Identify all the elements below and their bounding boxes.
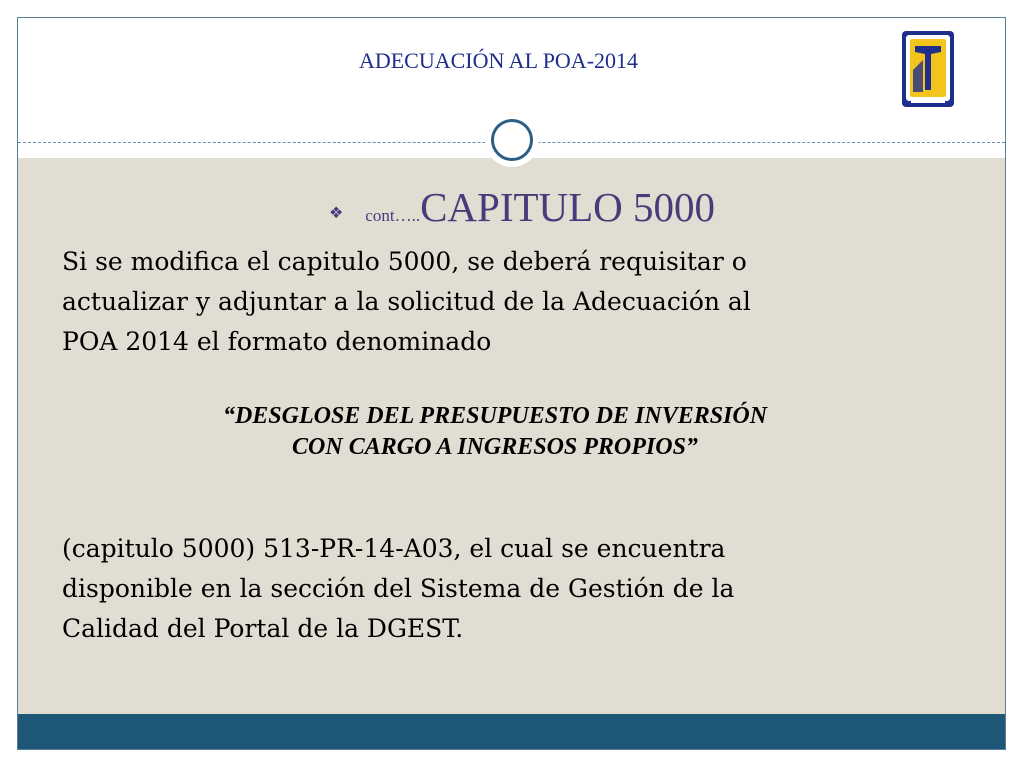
ornament-ring	[491, 119, 533, 161]
quote-line: “DESGLOSE DEL PRESUPUESTO DE INVERSIÓN	[222, 403, 768, 429]
paragraph-line: Si se modifica el capitulo 5000, se deberá requisitar o	[62, 247, 747, 276]
paragraph-details	[62, 529, 932, 649]
heading-prefix: cont…..	[365, 206, 421, 225]
paragraph-line: actualizar y adjuntar a la solicitud de la Adecuación al	[62, 287, 751, 316]
section-heading	[0, 183, 1024, 231]
heading-text: CAPITULO 5000	[420, 184, 716, 230]
paragraph-line: disponible en la sección del Sistema de Gestión de la	[62, 574, 735, 603]
footer-band	[18, 714, 1005, 749]
format-name-quote	[70, 401, 920, 463]
paragraph-line: (capitulo 5000) 513-PR-14-A03, el cual se encuentra	[62, 534, 726, 563]
circle-ornament-icon	[485, 113, 539, 167]
paragraph-line: Calidad del Portal de la DGEST.	[62, 614, 464, 643]
paragraph-line: POA 2014 el formato denominado	[62, 327, 492, 356]
quote-line: CON CARGO A INGRESOS PROPIOS”	[292, 434, 698, 460]
diamond-bullet-icon: ❖	[328, 203, 344, 222]
paragraph-intro	[62, 242, 932, 362]
slide-title: ADECUACIÓN AL POA-2014	[358, 48, 639, 73]
institute-seal-icon	[901, 30, 955, 108]
